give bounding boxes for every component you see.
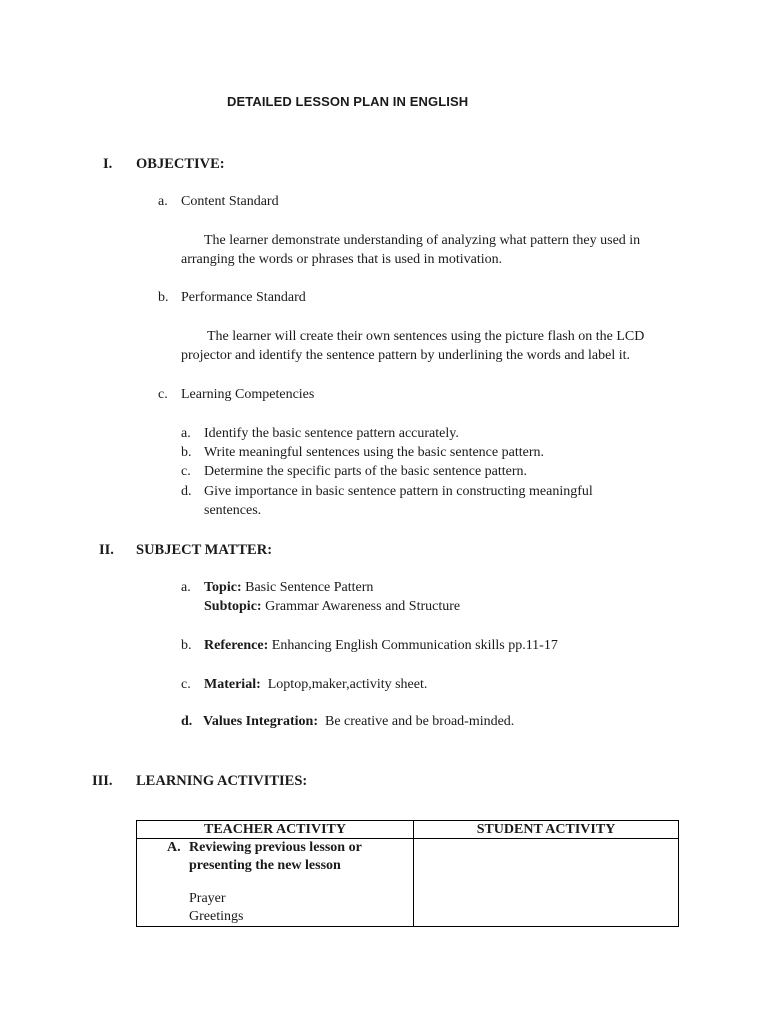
list-letter: d.	[181, 484, 192, 499]
topic-label: Topic:	[204, 580, 242, 595]
competency-item: Identify the basic sentence pattern accurately.	[204, 426, 459, 441]
values-value: Be creative and be broad-minded.	[325, 714, 515, 729]
material-label: Material:	[204, 677, 261, 692]
section-number: II.	[99, 542, 114, 558]
list-letter: d.	[181, 714, 193, 729]
row-letter: A.	[167, 840, 181, 855]
list-letter: a.	[181, 580, 191, 595]
competency-item: Write meaningful sentences using the basic sentence pattern.	[204, 445, 544, 460]
list-letter: a.	[158, 194, 168, 209]
list-letter: b.	[158, 290, 169, 305]
student-activity-cell	[414, 839, 679, 927]
performance-standard-text-line2: projector and identify the sentence pattern by underlining the words and label it.	[181, 348, 631, 363]
list-letter: c.	[181, 677, 191, 692]
document-title: DETAILED LESSON PLAN IN ENGLISH	[227, 94, 469, 109]
row-heading-line2: presenting the new lesson	[189, 858, 341, 873]
subtopic-value: Grammar Awareness and Structure	[265, 599, 461, 614]
list-item: Prayer	[189, 891, 226, 906]
competency-item: Determine the specific parts of the basic sentence pattern.	[204, 464, 528, 479]
list-letter: b.	[181, 638, 192, 653]
content-standard-text-line2: arranging the words or phrases that is used in motivation.	[181, 252, 503, 267]
material-value: Loptop,maker,activity sheet.	[267, 677, 428, 692]
values-line	[203, 714, 514, 730]
list-item: Greetings	[189, 909, 244, 924]
competency-item-continuation: sentences.	[204, 503, 262, 518]
material-line	[204, 677, 427, 693]
performance-standard-label: Performance Standard	[181, 290, 306, 305]
list-letter: b.	[181, 445, 192, 460]
section-number: I.	[103, 156, 113, 172]
reference-value: Enhancing English Communication skills pp.11-17	[271, 638, 558, 653]
table-row	[137, 839, 679, 927]
content-standard-text-line1: The learner demonstrate understanding of analyzing what pattern they used in	[204, 233, 641, 248]
header-student-activity: STUDENT ACTIVITY	[414, 821, 679, 839]
section-heading-subject-matter: SUBJECT MATTER:	[136, 542, 273, 558]
table-header-row	[137, 821, 679, 839]
section-heading-objective: OBJECTIVE:	[136, 156, 225, 172]
topic-line	[204, 580, 373, 596]
teacher-activity-cell	[137, 839, 414, 927]
learning-competencies-label: Learning Competencies	[181, 387, 315, 402]
list-letter: c.	[181, 464, 191, 479]
values-label: Values Integration:	[203, 714, 318, 729]
competency-item: Give importance in basic sentence pattern in constructing meaningful	[204, 484, 593, 499]
list-letter: a.	[181, 426, 191, 441]
reference-line	[204, 638, 558, 654]
reference-label: Reference:	[204, 638, 269, 653]
subtopic-label: Subtopic:	[204, 599, 262, 614]
header-teacher-activity: TEACHER ACTIVITY	[137, 821, 414, 839]
list-letter: c.	[158, 387, 168, 402]
performance-standard-text-line1: The learner will create their own sentences using the picture flash on the LCD	[207, 329, 645, 344]
row-heading-line1: Reviewing previous lesson or	[189, 840, 362, 855]
topic-value: Basic Sentence Pattern	[245, 580, 374, 595]
section-number: III.	[92, 773, 113, 789]
learning-activities-table	[136, 820, 679, 927]
section-heading-learning-activities: LEARNING ACTIVITIES:	[136, 773, 308, 789]
content-standard-label: Content Standard	[181, 194, 279, 209]
subtopic-line	[204, 599, 460, 615]
